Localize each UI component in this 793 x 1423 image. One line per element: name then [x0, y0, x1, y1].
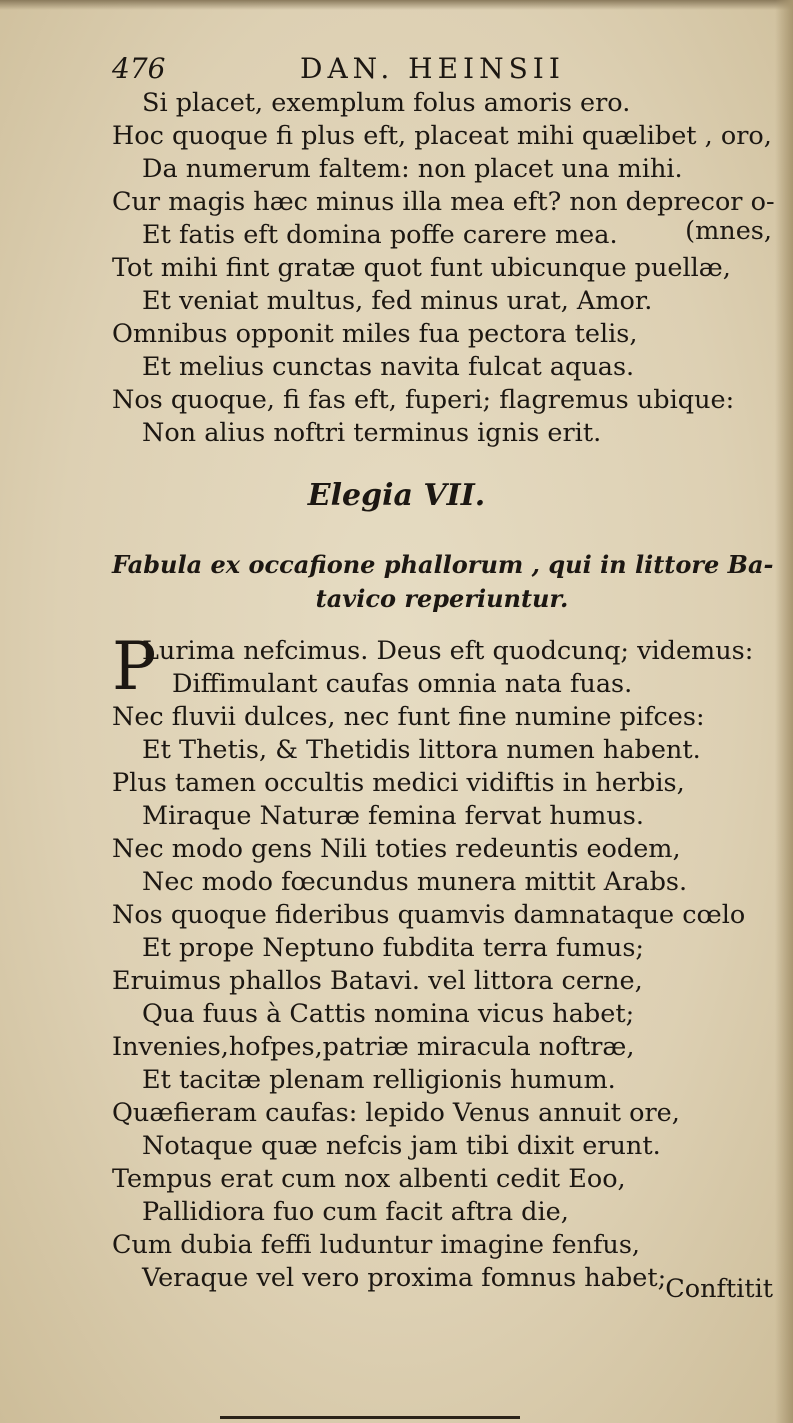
verse-line	[112, 1229, 772, 1262]
verse-line	[112, 1064, 772, 1097]
verse-line-text: Cur magis hæc minus illa mea eft? non deprecor o-	[112, 187, 775, 217]
running-title: DAN. HEINSII	[300, 52, 565, 85]
verse-line-text: Veraque vel vero proxima fomnus habet;	[142, 1263, 667, 1293]
verse-line-text: Nos quoque fideribus quamvis damnataque cœlo	[112, 900, 746, 930]
verse-line	[112, 899, 772, 932]
verse-line	[112, 417, 772, 450]
elegy-title: Elegia VII.	[307, 478, 486, 513]
verse-line-text: Hoc quoque fi plus eft, placeat mihi quælibet , oro,	[112, 121, 772, 151]
verse-line-text: Omnibus opponit miles fua pectora telis,	[112, 319, 638, 349]
verse-line	[112, 351, 772, 384]
page-number: 476	[112, 52, 166, 85]
verse-line	[112, 1031, 772, 1064]
verse-line-text: Nos quoque, fi fas eft, fuperi; flagremus ubique:	[112, 385, 735, 415]
turn-over-fragment: (mnes,	[685, 216, 772, 246]
verse-line	[112, 1097, 772, 1130]
verse-line	[112, 833, 772, 866]
verse-line-text: Et melius cunctas navita fulcat aquas.	[142, 352, 635, 382]
verse-line	[112, 998, 772, 1031]
verse-line-text: Qua fuus à Cattis nomina vicus habet;	[142, 999, 635, 1029]
verse-line-text: Nec fluvii dulces, nec funt fine numine pifces:	[112, 702, 705, 732]
verse-line	[112, 1163, 772, 1196]
fabula-heading-line-1: Fabula ex occafione phallorum , qui in littore Ba-	[112, 550, 774, 579]
catchword: Conftitit	[665, 1274, 773, 1304]
verse-line-text: Quæfieram caufas: lepido Venus annuit ore,	[112, 1098, 680, 1128]
verse-line-text: Diffimulant caufas omnia nata fuas.	[172, 669, 633, 699]
fabula-heading	[112, 548, 772, 616]
verse-line	[112, 965, 772, 998]
verse-line	[112, 216, 772, 252]
verse-line-text: Et prope Neptuno fubdita terra fumus;	[142, 933, 645, 963]
verse-line	[142, 668, 772, 701]
page-top-edge	[0, 0, 793, 10]
verse-line-text: Et veniat multus, fed minus urat, Amor.	[142, 286, 653, 316]
verse-line-text: Tot mihi fint gratæ quot funt ubicunque puellæ,	[112, 253, 731, 283]
verse-line-text: Et tacitæ plenam relligionis humum.	[142, 1065, 616, 1095]
verse-line	[112, 153, 772, 186]
verse-line	[112, 734, 772, 767]
poem-block	[112, 628, 772, 1295]
verse-line-text: Da numerum faltem: non placet una mihi.	[142, 154, 683, 184]
verse-line	[112, 384, 772, 417]
bottom-rule	[220, 1416, 520, 1419]
verse-line-text: Notaque quæ nefcis jam tibi dixit erunt.	[142, 1131, 661, 1161]
verse-line	[112, 252, 772, 285]
verse-line-text: Plus tamen occultis medici vidiftis in herbis,	[112, 768, 685, 798]
verse-line-text: Nec modo fœcundus munera mittit Arabs.	[142, 867, 688, 897]
verse-line	[112, 120, 772, 153]
verse-line-text: Cum dubia feffi luduntur imagine fenfus,	[112, 1230, 641, 1260]
drop-cap: P	[112, 628, 157, 705]
verse-line-text: Si placet, exemplum folus amoris ero.	[142, 88, 631, 118]
verse-line	[112, 701, 772, 734]
verse-line	[112, 932, 772, 965]
verse-line-text: Lurima nefcimus. Deus eft quodcunq; videmus:	[142, 636, 754, 666]
verse-line	[112, 186, 775, 219]
fabula-heading-line-2: tavico reperiuntur.	[315, 584, 569, 613]
verse-line-text: Pallidiora fuo cum facit aftra die,	[142, 1197, 569, 1227]
verse-line-text: Non alius noftri terminus ignis erit.	[142, 418, 602, 448]
verse-line	[112, 285, 772, 318]
verse-line-text: Nec modo gens Nili toties redeuntis eodem,	[112, 834, 681, 864]
verse-line	[142, 635, 772, 668]
running-head	[112, 52, 565, 85]
verse-line	[112, 1130, 772, 1163]
verse-line-text: Eruimus phallos Batavi. vel littora cerne,	[112, 966, 643, 996]
verse-line	[112, 318, 772, 351]
verse-line-text: Et Thetis, & Thetidis littora numen habent.	[142, 735, 701, 765]
verse-line-text: Invenies,hofpes,patriæ miracula noftræ,	[112, 1032, 635, 1062]
verse-line	[112, 800, 772, 833]
verse-line-text: Et fatis eft domina poffe carere mea.	[142, 220, 618, 250]
verse-line	[112, 1196, 772, 1229]
verse-line-text: Tempus erat cum nox albenti cedit Eoo,	[112, 1164, 626, 1194]
verse-line	[112, 767, 772, 800]
verse-block-top	[112, 87, 775, 450]
verse-line	[112, 87, 772, 120]
verse-line	[112, 866, 772, 899]
verse-line-text: Miraque Naturæ femina fervat humus.	[142, 801, 644, 831]
page-gutter-shadow	[775, 0, 793, 1423]
